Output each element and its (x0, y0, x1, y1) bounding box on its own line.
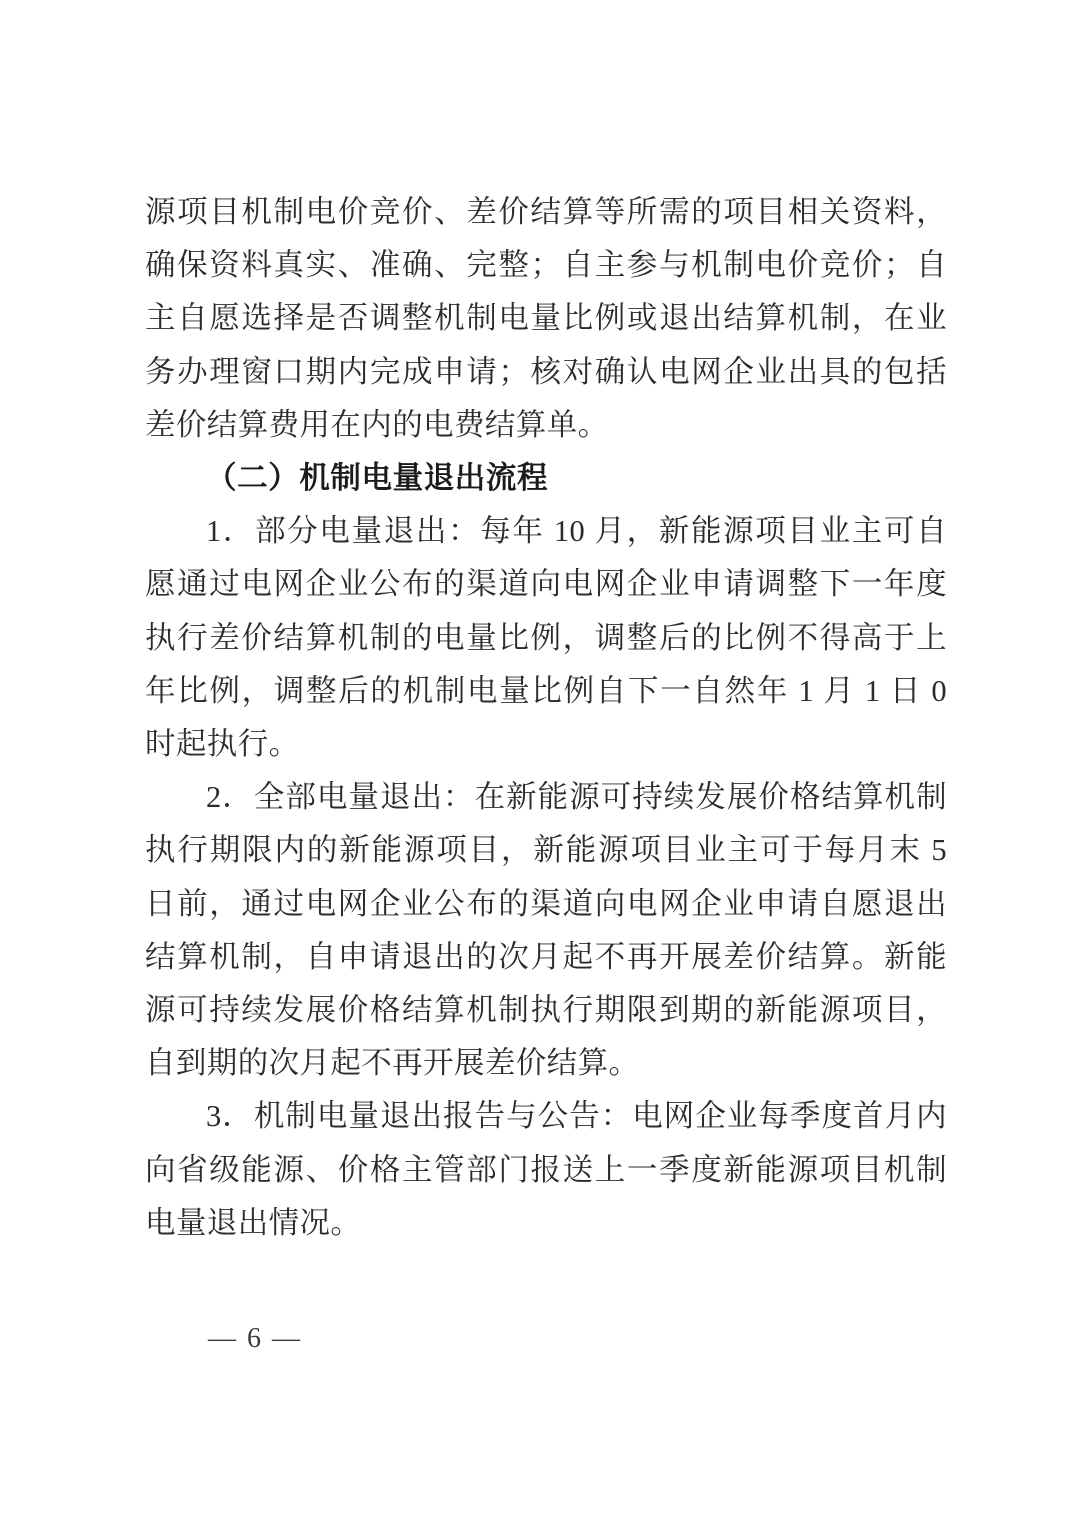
list-item-1-partial-volume-exit: 1．部分电量退出：每年 10 月，新能源项目业主可自愿通过电网企业公布的渠道向电网企业申请调整下一年度执行差价结算机制的电量比例，调整后的比例不得高于上年比例，调整后的机制电量比例自下一自然年 1 月 1 日 0 时起执行。 (145, 514, 947, 762)
section-heading-mechanism-exit-process: （二）机制电量退出流程 (206, 461, 549, 496)
page-content (145, 186, 947, 1250)
list-item-3-exit-report-and-announcement: 3．机制电量退出报告与公告：电网企业每季度首月内向省级能源、价格主管部门报送上一季度新能源项目机制电量退出情况。 (145, 1099, 947, 1240)
list-item-2-full-volume-exit: 2．全部电量退出：在新能源可持续发展价格结算机制执行期限内的新能源项目，新能源项目业主可于每月末 5 日前，通过电网企业公布的渠道向电网企业申请自愿退出结算机制，自申请退出的次月起不再开展差价结算。新能源可持续发展价格结算机制执行期限到期的新能源项目，自到期的次月起不再开展差价结算。 (145, 780, 947, 1081)
page-number: — 6 — (208, 1323, 302, 1354)
paragraph-continued-from-previous-page: 源项目机制电价竞价、差价结算等所需的项目相关资料，确保资料真实、准确、完整；自主参与机制电价竞价；自主自愿选择是否调整机制电量比例或退出结算机制，在业务办理窗口期内完成申请；核对确认电网企业出具的包括差价结算费用在内的电费结算单。 (145, 195, 947, 442)
